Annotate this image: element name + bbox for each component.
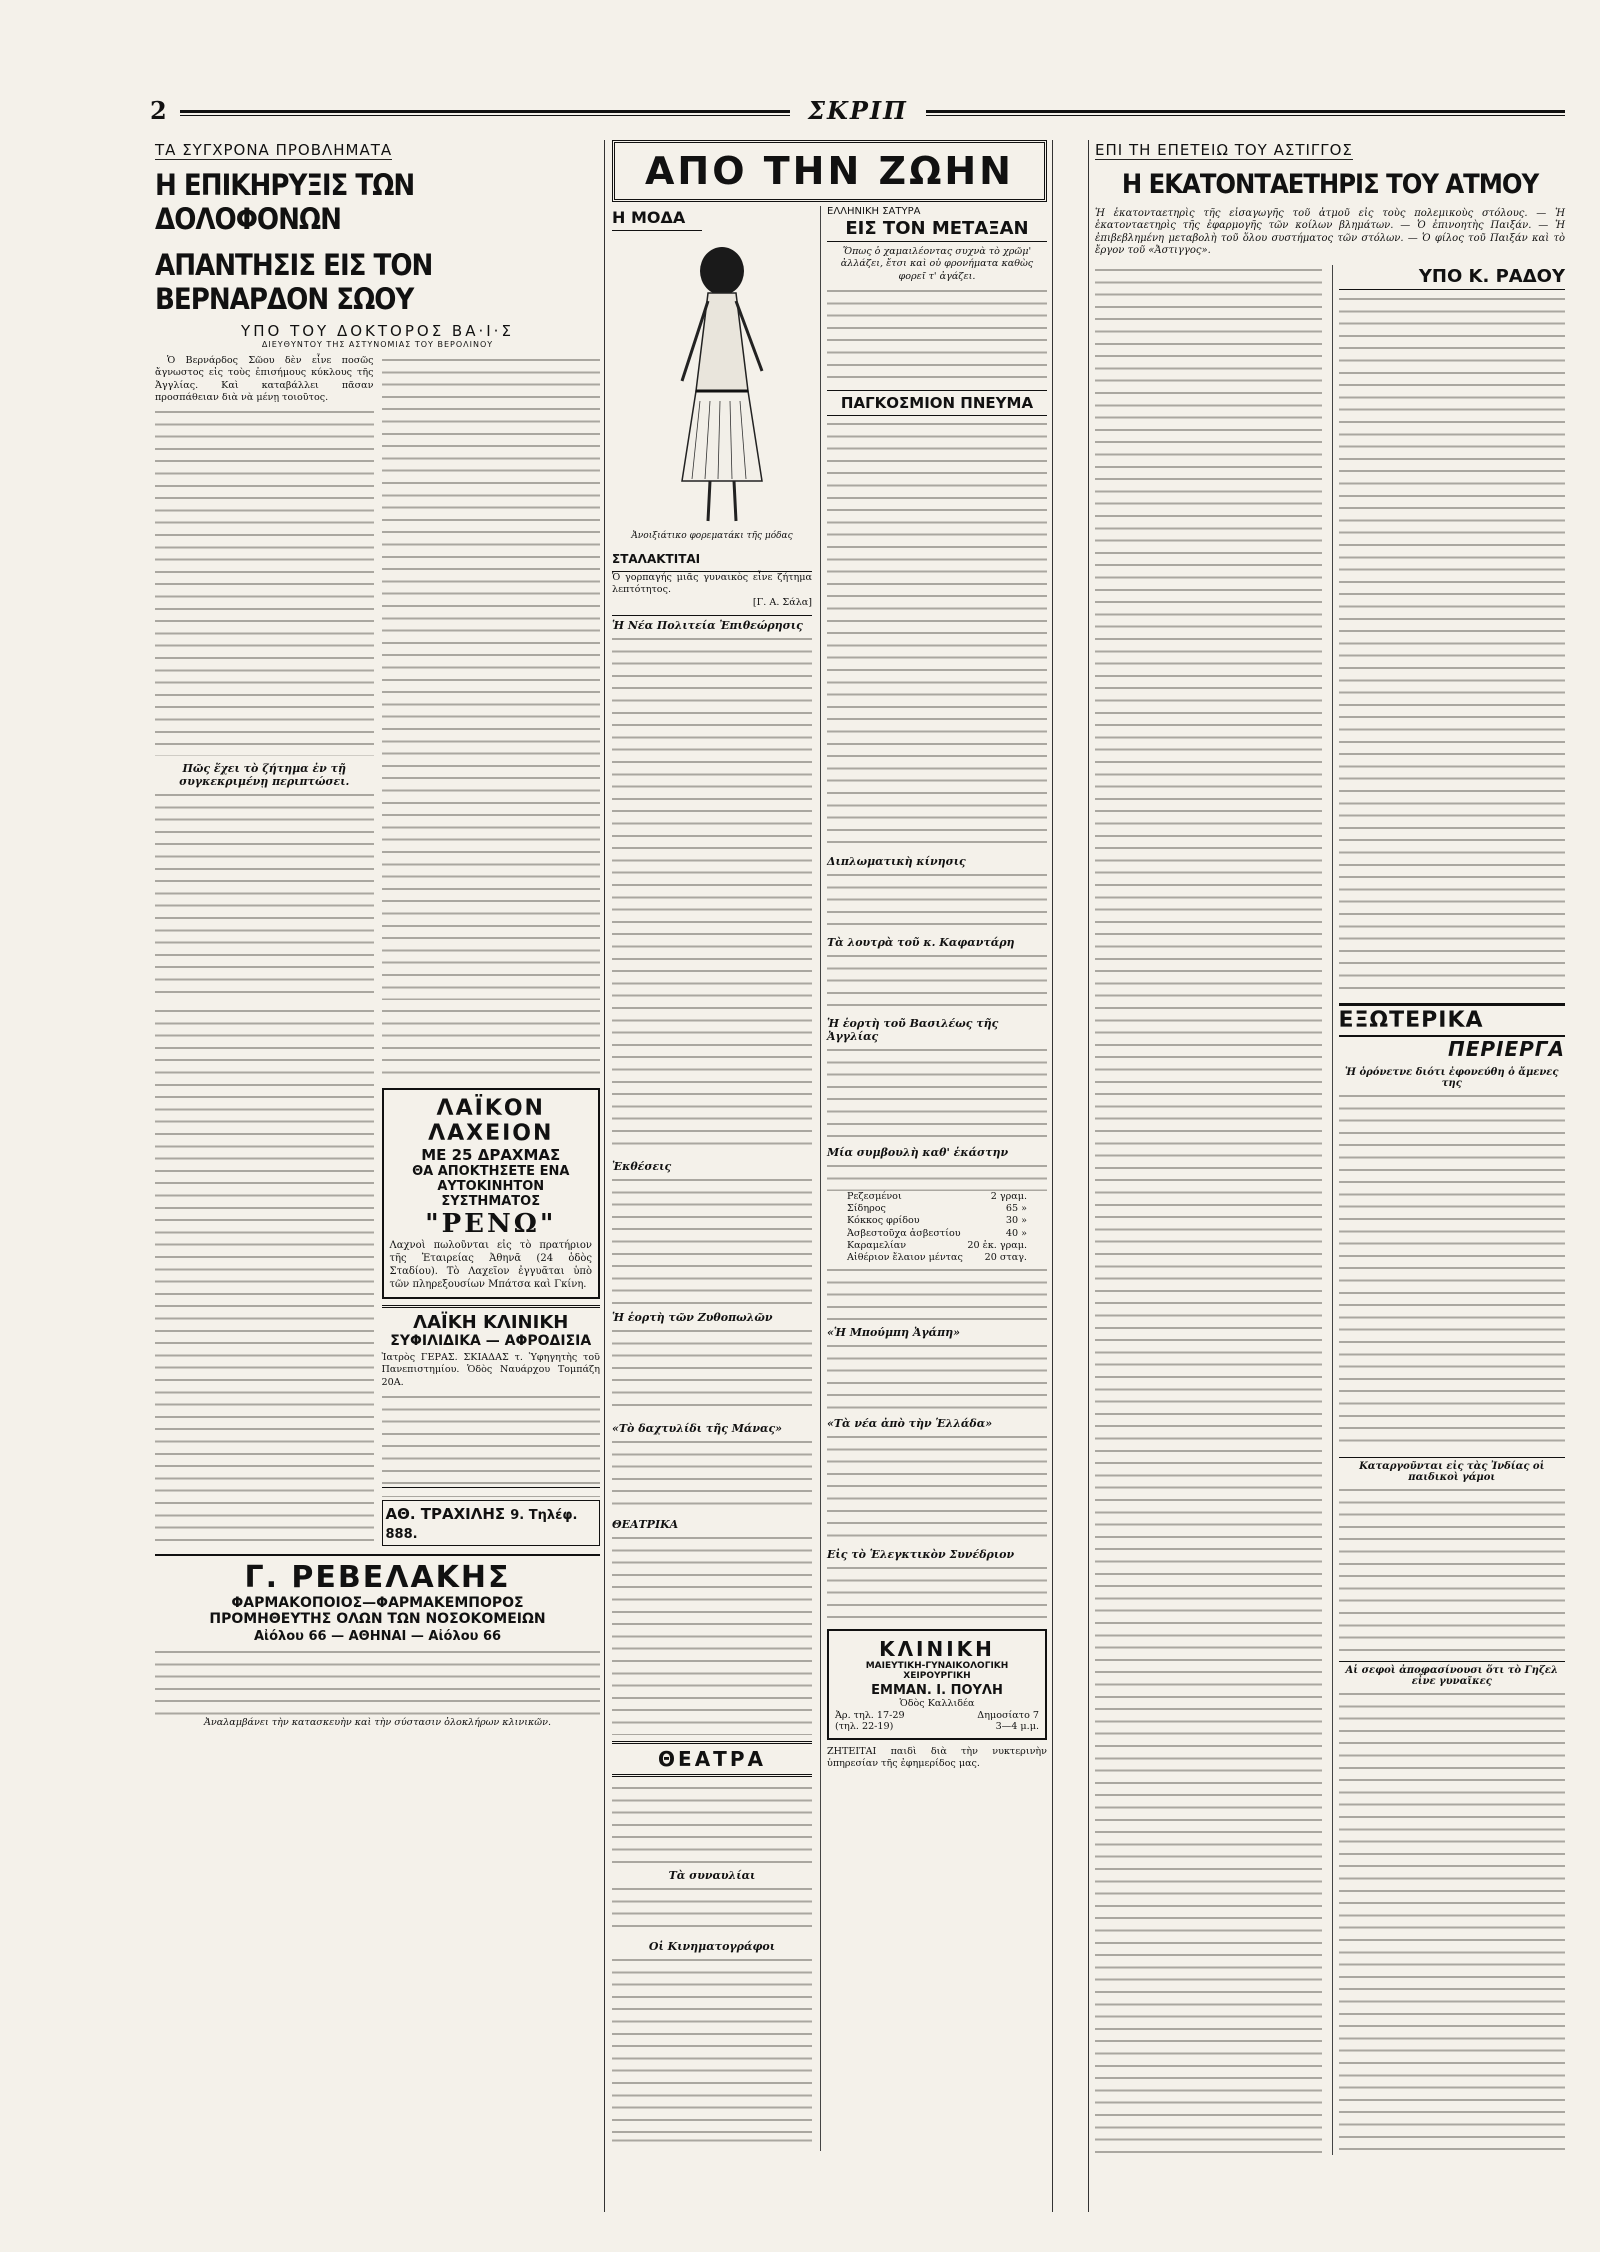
maternity-hours-row xyxy=(835,1721,1039,1732)
right-intro: Ἡ ἑκατονταετηρὶς τῆς εἰσαγωγῆς τοῦ ἀτμοῦ εἰς τοὺς πολεμικοὺς στόλους. — Ἡ ἑκατονταετηρὶς τῆς ἐφαρμογῆς τῶν κοίλων βλημάτων. — Ὁ ἐπινοητὴς Παιξάν. — Ἡ ἐπιβεβλημένη μεταβολὴ τοῦ ὅλου συστήματος τῶν στόλων. — Ὁ φίλος τοῦ Παιξάν καὶ τὸ ἔργον τοῦ «Ἀστιγγος». xyxy=(1095,208,1565,256)
ella-text xyxy=(827,1432,1047,1542)
spirit-text xyxy=(827,419,1047,849)
feast-heading: Ἡ ἑορτὴ τῶν Ζυθοπωλῶν xyxy=(612,1310,773,1324)
maternity-hours: (τηλ. 22-19) xyxy=(835,1720,894,1732)
right-kicker: ΕΠΙ ΤΗ ΕΠΕΤΕΙΩ ΤΟΥ ΑΣΤΙΓΓΟΣ xyxy=(1095,141,1353,159)
masthead xyxy=(150,96,1565,126)
lottery-text: Λαχνοὶ πωλοῦνται εἰς τὸ πρατήριον τῆς Ἑταιρείας Ἀθηνᾶ (24 ὁδὸς Σταδίου). Τὸ Λαχεῖον ἐγγυᾶται ὑπὸ τῶν πληρεξουσίων Μπάτσα καὶ Γκίνη. xyxy=(389,1240,592,1290)
page-number: 2 xyxy=(150,96,167,125)
exhibition-text xyxy=(612,1175,812,1305)
cinemas-listing xyxy=(612,1955,812,2135)
exhibition-heading: Ἐκθέσεις xyxy=(612,1159,672,1173)
stalaktitai-quote: Ὁ γορπαγής μιᾶς γυναικὸς εἶνε ζήτημα λεπτότητος. xyxy=(612,572,812,596)
trachilis-address: 9. Τηλέφ. 888. xyxy=(385,1508,578,1542)
article-text xyxy=(1339,294,1566,999)
paper-name: ΣΚΡΙΠ xyxy=(790,96,926,125)
price-row: Αἰθέριον ἔλαιον μέντας 20 σταγ. xyxy=(847,1252,1027,1264)
trachilis-name: ΑΘ. ΤΡΑΧΙΛΗΣ xyxy=(385,1505,506,1523)
baths-text xyxy=(827,951,1047,1011)
foreign-heading: ΕΞΩΤΕΡΙΚΑ xyxy=(1339,1003,1566,1037)
pharmacy-address: Αἰόλου 66 — ΑΘΗΝΑΙ — Αἰόλου 66 xyxy=(253,1629,502,1644)
trachilis-ad xyxy=(382,1500,601,1546)
byline: ΥΠΟ ΤΟΥ ΔΟΚΤΟΡΟΣ ΒΑ·Ι·Σ xyxy=(241,322,514,340)
maternity-doctor: ΕΜΜΑΝ. Ι. ΠΟΥΛΗ xyxy=(871,1682,1003,1698)
article-text xyxy=(1095,265,1322,2155)
love-text xyxy=(827,1341,1047,1411)
india-subheading: Καταργοῦνται εἰς τὰς Ἰνδίας οἱ παιδικοὶ γάμοι xyxy=(1339,1457,1566,1483)
anniversary-heading: Ἡ ἑορτὴ τοῦ Βασιλέως τῆς Ἀγγλίας xyxy=(827,1016,999,1043)
advice-heading: Μία συμβουλὴ καθ' ἑκάστην xyxy=(827,1145,1009,1159)
ring-heading: «Τὸ δαχτυλίδι τῆς Μάνας» xyxy=(612,1421,783,1435)
headline: Η ΕΠΙΚΗΡΥΞΙΣ ΤΩΝ ΔΟΛΟΦΟΝΩΝ xyxy=(155,168,415,236)
article-text xyxy=(382,1492,601,1497)
maternity-subtitle: ΜΑΙΕΥΤΙΚΗ-ΓΥΝΑΙΚΟΛΟΓΙΚΗ ΧΕΙΡΟΥΡΓΙΚΗ xyxy=(865,1660,1009,1681)
stalaktitai-author: [Γ. Α. Σάλα] xyxy=(752,596,812,608)
right-headline: Η ΕΚΑΤΟΝΤΑΕΤΗΡΙΣ ΤΟΥ ΑΤΜΟΥ xyxy=(1121,169,1539,200)
maternity-hours: 3—4 μ.μ. xyxy=(995,1720,1039,1732)
article-text xyxy=(155,407,374,756)
section-kicker: ΤΑ ΣΥΓΧΡΟΝΑ ΠΡΟΒΛΗΜΑΤΑ xyxy=(155,141,393,159)
theatre-heading: ΘΕΑΤΡΑ xyxy=(612,1741,812,1777)
theatre-listing xyxy=(612,1783,812,1863)
article-text xyxy=(155,790,374,1000)
ring-text xyxy=(612,1437,812,1512)
subheadline: ΑΠΑΝΤΗΣΙΣ ΕΙΣ ΤΟΝ ΒΕΡΝΑΡΔΟΝ ΣΩΟΥ xyxy=(155,248,433,316)
gyn-text xyxy=(1339,1689,1566,2155)
satire-heading: ΕΙΣ ΤΟΝ ΜΕΤΑΞΑΝ xyxy=(827,217,1047,242)
price-row: Κόκκος φρίδου 30 » xyxy=(847,1215,1027,1227)
column-rule xyxy=(604,140,605,2212)
byline-title: ΔΙΕΥΘΥΝΤΟΥ ΤΗΣ ΑΣΤΥΝΟΜΙΑΣ ΤΟΥ ΒΕΡΟΛΙΝΟΥ xyxy=(261,340,494,349)
lottery-ad xyxy=(382,1088,601,1299)
right-body xyxy=(1095,265,1565,2155)
column-rule xyxy=(1088,140,1089,2212)
clinic-ad xyxy=(382,1305,601,1488)
maternity-address: Ὁδὸς Καλλιδέα xyxy=(899,1697,975,1709)
clinic-text-lines xyxy=(382,1392,601,1487)
feast-text xyxy=(612,1326,812,1416)
right-subcolumn-a xyxy=(1095,265,1322,2155)
pharmacy-text xyxy=(155,1647,600,1717)
anniversary-text xyxy=(827,1045,1047,1140)
clinic-subtitle: ΣΥΦΙΛΙΔΙΚΑ — ΑΦΡΟΔΙΣΙΑ xyxy=(390,1333,592,1349)
diplomatic-heading: Διπλωματικὴ κίνησις xyxy=(827,854,966,868)
advice-text xyxy=(827,1265,1047,1320)
fashion-illustration xyxy=(612,231,812,531)
lottery-line: ΜΕ 25 ΔΡΑΧΜΑΣ xyxy=(421,1146,561,1164)
pharmacy-ad xyxy=(155,1554,600,1729)
curious-subheading: Ἡ ὁρόνετνε διότι ἐφονεύθη ὁ ἄμενες της xyxy=(1345,1067,1559,1090)
maternity-hours-row xyxy=(835,1710,1039,1721)
stalaktitai-heading: ΣΤΑΛΑΚΤΙΤΑΙ xyxy=(612,547,812,572)
left-ads xyxy=(382,1006,601,1546)
theatrika-heading: ΘΕΑΤΡΙΚΑ xyxy=(612,1517,679,1531)
lottery-title: ΛΑΪΚΟΝ ΛΑΧΕΙΟΝ xyxy=(428,1096,554,1146)
price-list xyxy=(827,1191,1047,1265)
fashion-heading: Η ΜΟΔΑ xyxy=(612,206,702,231)
lottery-line: ΘΑ ΑΠΟΚΤΗΣΕΤΕ ΕΝΑ xyxy=(412,1164,570,1179)
maternity-hours: Δημοσίατο 7 xyxy=(977,1709,1039,1721)
ella-heading: «Τὰ νέα ἀπὸ τὴν Ἑλλάδα» xyxy=(827,1416,993,1430)
satire-text xyxy=(827,286,1047,386)
theatre-section xyxy=(612,1735,812,2135)
article-continued xyxy=(155,1006,600,1546)
advice-text xyxy=(827,1161,1047,1191)
congress-text xyxy=(827,1563,1047,1623)
politics-text xyxy=(612,634,812,1154)
clinic-title: ΛΑΪΚΗ ΚΛΙΝΙΚΗ xyxy=(413,1312,569,1333)
politics-heading: Ἡ Νέα Πολιτεία Ἐπιθεώρησις xyxy=(612,615,812,632)
article-text xyxy=(382,355,601,1000)
satire-verse: Ὅπως ὁ χαμαιλέοντας συχνὰ τὸ χρῶμ' ἀλλάζει, ἔτσι καὶ οὐ φρονήματα καθὼς φορεῖ τ' ἀγάζει. xyxy=(840,246,1034,282)
pharmacy-name: Γ. ΡΕΒΕΛΑΚΗΣ xyxy=(244,1560,511,1595)
maternity-hours: Ἀρ. τηλ. 17-29 xyxy=(835,1709,905,1721)
dress-figure-icon xyxy=(612,231,812,531)
clinic-text: Ἰατρὸς ΓΕΡΑΣ. ΣΚΙΑΔΑΣ τ. Ὑφηγητὴς τοῦ Πανεπιστημίου. Ὁδὸς Ναυάρχου Τομπάζη 20Α. xyxy=(381,1352,600,1388)
concerts-listing xyxy=(612,1884,812,1934)
article-text xyxy=(155,1006,374,1546)
right-column xyxy=(1095,140,1565,2212)
column-rule xyxy=(1052,140,1053,2212)
article-text xyxy=(382,1006,601,1084)
maternity-title: ΚΛΙΝΙΚΗ xyxy=(879,1636,995,1661)
wanted-notice: ΖΗΤΕΙΤΑΙ παιδὶ διὰ τὴν νυκτερινὴν ὑπηρεσίαν τῆς ἐφημερίδος μας. xyxy=(827,1745,1047,1770)
fashion-caption: Ἀνοιξιάτικο φορεματάκι τῆς μόδας xyxy=(631,531,793,541)
middle-subcolumn-b xyxy=(820,206,1047,2151)
curious-heading: ΠΕΡΙΕΡΓΑ xyxy=(1447,1037,1565,1062)
spirit-heading: ΠΑΓΚΟΣΜΙΟΝ ΠΝΕΥΜΑ xyxy=(827,390,1047,416)
congress-heading: Εἰς τὸ Ἑλεγκτικὸν Συνέδριον xyxy=(827,1547,1015,1561)
satire-kicker: ΕΛΛΗΝΙΚΗ ΣΑΤΥΡΑ xyxy=(827,206,921,217)
pharmacy-line: ΦΑΡΜΑΚΟΠΟΙΟΣ—ΦΑΡΜΑΚΕΜΠΟΡΟΣ xyxy=(231,1595,524,1611)
concerts-heading: Τὰ συναυλίαι xyxy=(668,1869,756,1882)
baths-heading: Τὰ λουτρὰ τοῦ κ. Καφαντάρη xyxy=(827,935,1015,949)
right-byline: ΥΠΟ Κ. ΡΑΔΟΥ xyxy=(1339,265,1566,290)
price-row: Σίδηρος 65 » xyxy=(847,1203,1027,1215)
price-row: Ἀσβεστοῦχα ἀσβεστίου 40 » xyxy=(847,1227,1027,1239)
diplomatic-text xyxy=(827,870,1047,930)
gyn-subheading: Αἱ σεφοὶ ἀποφασίνουσι ὅτι τὸ Γηζελ εἶνε γυναῖκες xyxy=(1339,1661,1566,1687)
pharmacy-footer: Ἀναλαμβάνει τὴν κατασκευὴν καὶ τὴν σύστασιν ὁλοκλήρων κλινικῶν. xyxy=(203,1717,552,1728)
india-text xyxy=(1339,1485,1566,1655)
curious-text xyxy=(1339,1091,1566,1451)
section-banner: ΑΠΟ ΤΗΝ ΖΩΗΝ xyxy=(612,140,1047,202)
lottery-brand: "ΡΕΝΩ" xyxy=(425,1209,557,1239)
love-heading: «Ἡ Μπούμπη Ἀγάπη» xyxy=(827,1325,961,1339)
cinemas-heading: Οἱ Κινηματογράφοι xyxy=(648,1940,776,1953)
article-lead: Ὁ Βερνάρδος Σῶου δὲν εἶνε ποσῶς ἄγνωστος εἰς τοὺς ἐπισήμους κύκλους τῆς Ἀγγλίας. Καὶ καταβάλλει πᾶσαν προσπάθειαν διὰ νὰ μένῃ τοιοῦτος. xyxy=(155,355,374,403)
article-body xyxy=(155,355,600,1000)
pharmacy-line: ΠΡΟΜΗΘΕΥΤΗΣ ΟΛΩΝ ΤΩΝ ΝΟΣΟΚΟΜΕΙΩΝ xyxy=(209,1611,546,1627)
price-row: Καραμελίαν 20 ἑκ. γραμ. xyxy=(847,1240,1027,1252)
article-subhead: Πῶς ἔχει τὸ ζήτημα ἐν τῇ συγκεκριμένῃ περιπτώσει. xyxy=(179,762,350,788)
price-row: Ρεζεσμένοι 2 γραμ. xyxy=(847,1190,1027,1202)
maternity-clinic-ad xyxy=(827,1629,1047,1740)
lottery-line: ΑΥΤΟΚΙΝΗΤΟΝ ΣΥΣΤΗΜΑΤΟΣ xyxy=(437,1179,545,1209)
right-subcolumn-b xyxy=(1332,265,1566,2155)
left-column xyxy=(155,140,600,2212)
